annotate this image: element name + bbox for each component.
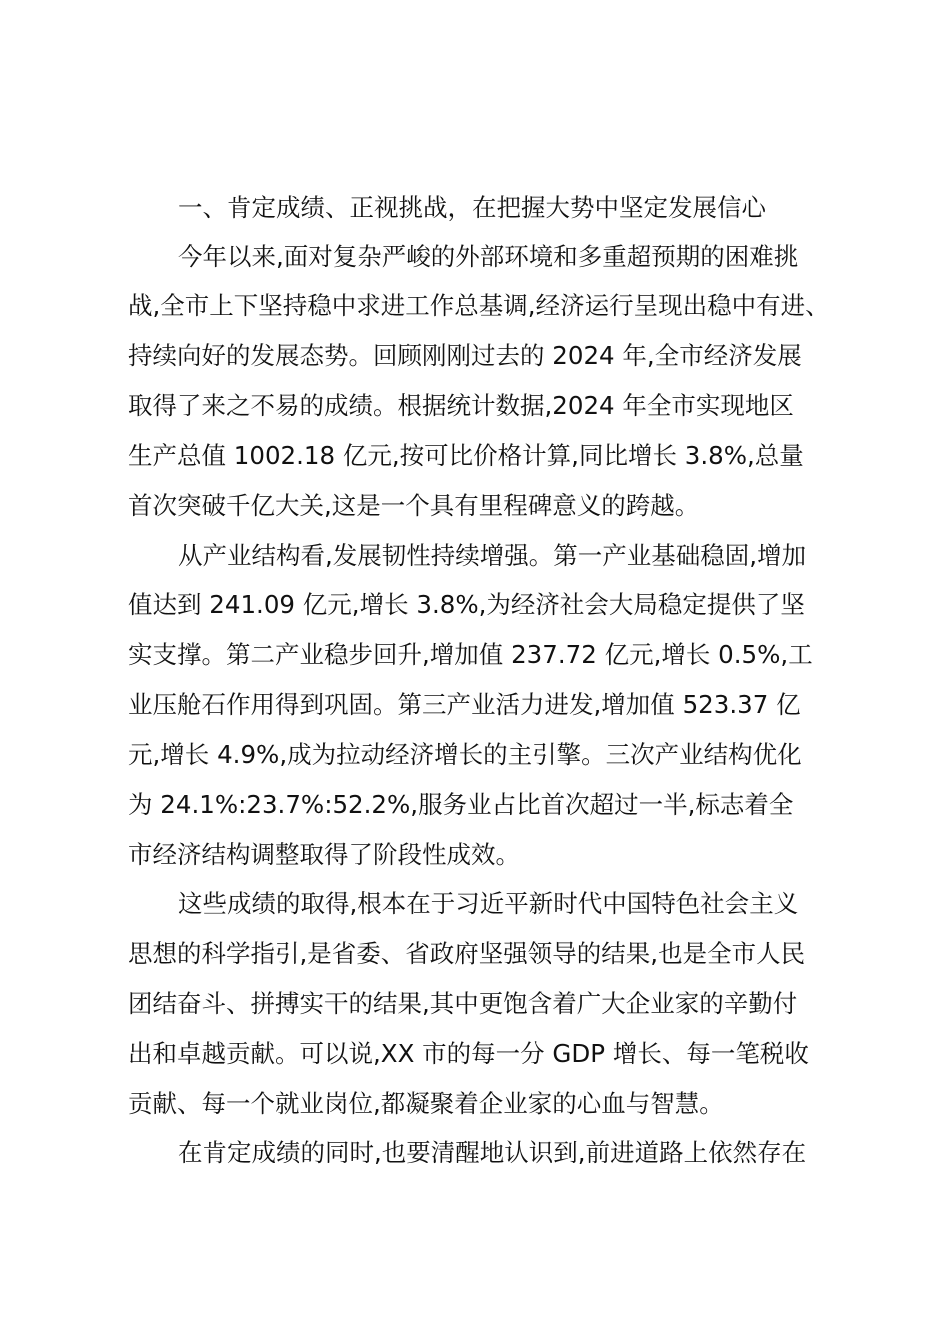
paragraph-line: 贡献、每一个就业岗位,都凝聚着企业家的心血与智慧。 [128, 1089, 724, 1118]
paragraph-line: 从产业结构看,发展韧性持续增强。第一产业基础稳固,增加 [178, 541, 807, 570]
paragraph-line: 出和卓越贡献。可以说,XX 市的每一分 GDP 增长、每一笔税收 [128, 1039, 809, 1068]
paragraph-line: 今年以来,面对复杂严峻的外部环境和多重超预期的困难挑 [178, 242, 799, 271]
paragraph-line: 值达到 241.09 亿元,增长 3.8%,为经济社会大局稳定提供了坚 [128, 590, 805, 619]
paragraph-line: 生产总值 1002.18 亿元,按可比价格计算,同比增长 3.8%,总量 [128, 441, 804, 470]
paragraph-line: 思想的科学指引,是省委、省政府坚强领导的结果,也是全市人民 [128, 939, 806, 968]
paragraph-line: 战,全市上下坚持稳中求进工作总基调,经济运行呈现出稳中有进、 [128, 291, 830, 320]
section-heading: 一、肯定成绩、正视挑战，在把握大势中坚定发展信心 [178, 193, 766, 222]
paragraph-line: 首次突破千亿大关,这是一个具有里程碑意义的跨越。 [128, 491, 700, 520]
paragraph-line: 市经济结构调整取得了阶段性成效。 [128, 840, 520, 869]
paragraph-line: 业压舱石作用得到巩固。第三产业活力进发,增加值 523.37 亿 [128, 690, 801, 719]
paragraph-line: 持续向好的发展态势。回顾刚刚过去的 2024 年,全市经济发展 [128, 341, 802, 370]
paragraph-line: 元,增长 4.9%,成为拉动经济增长的主引擎。三次产业结构优化 [128, 740, 802, 769]
paragraph-line: 取得了来之不易的成绩。根据统计数据,2024 年全市实现地区 [128, 391, 794, 420]
paragraph-line: 在肯定成绩的同时,也要清醒地认识到,前进道路上依然存在 [178, 1138, 807, 1167]
paragraph-line: 团结奋斗、拼搏实干的结果,其中更饱含着广大企业家的辛勤付 [128, 989, 798, 1018]
paragraph-line: 为 24.1%:23.7%:52.2%,服务业占比首次超过一半,标志着全 [128, 790, 794, 819]
paragraph-line: 实支撑。第二产业稳步回升,增加值 237.72 亿元,增长 0.5%,工 [128, 640, 813, 669]
paragraph-line: 这些成绩的取得,根本在于习近平新时代中国特色社会主义 [178, 889, 799, 918]
